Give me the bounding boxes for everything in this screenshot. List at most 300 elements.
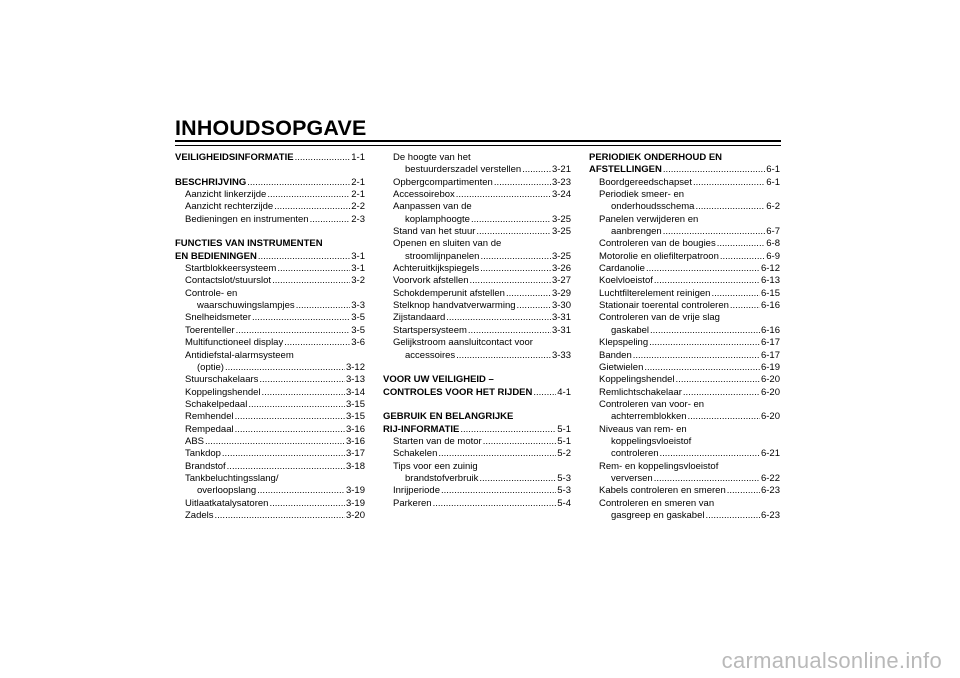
toc-entry-label: gasgreep en gaskabel xyxy=(611,509,705,521)
toc-entry-label: AFSTELLINGEN xyxy=(589,164,662,176)
toc-entry[interactable] xyxy=(589,337,780,349)
toc-entry[interactable] xyxy=(383,485,571,497)
toc-leader-dots xyxy=(646,263,760,275)
toc-page-number: 3-31 xyxy=(551,324,571,336)
toc-page-number: 5-1 xyxy=(557,423,571,435)
toc-entry-heading-line xyxy=(383,461,571,473)
toc-entry-label: Startblokkeersysteem xyxy=(185,263,277,275)
toc-entry[interactable] xyxy=(589,288,780,300)
toc-entry[interactable] xyxy=(175,362,365,374)
toc-entry-label: Remlichtschakelaar xyxy=(599,386,682,398)
toc-leader-dots xyxy=(506,288,551,300)
toc-entry-label: Stelknop handvatverwarming xyxy=(393,300,516,312)
toc-entry[interactable] xyxy=(383,473,571,485)
toc-entry[interactable] xyxy=(589,251,780,263)
toc-entry[interactable] xyxy=(589,448,780,460)
toc-entry[interactable] xyxy=(383,189,571,201)
toc-page-number: 3-1 xyxy=(351,263,365,275)
toc-entry-label: Cardanolie xyxy=(599,263,645,275)
toc-page-number: 5-4 xyxy=(557,497,571,509)
toc-entry-label: Niveaus van rem- en xyxy=(599,423,687,435)
toc-page-number: 3-31 xyxy=(551,312,571,324)
toc-page-number: 1-1 xyxy=(351,152,365,163)
toc-entry-heading-line xyxy=(589,399,780,411)
toc-page-number: 6-20 xyxy=(760,374,780,386)
toc-entry[interactable] xyxy=(175,189,365,201)
toc-entry-label: (optie) xyxy=(197,361,224,373)
toc-entry-label: CONTROLES VOOR HET RIJDEN xyxy=(383,386,533,398)
toc-page-number: 6-16 xyxy=(760,300,780,312)
toc-entry[interactable] xyxy=(175,325,365,337)
toc-entry-label: Aanzicht linkerzijde xyxy=(185,189,267,201)
toc-entry[interactable] xyxy=(589,325,780,337)
toc-entry-heading-line xyxy=(383,374,571,386)
toc-leader-dots xyxy=(296,300,351,312)
toc-page-number: 6-21 xyxy=(760,448,780,460)
toc-entry[interactable] xyxy=(589,201,780,213)
toc-entry-label: ABS xyxy=(185,435,205,447)
toc-leader-dots xyxy=(235,411,345,423)
toc-leader-dots xyxy=(225,362,345,374)
toc-entry-label: Motorolie en oliefilterpatroon xyxy=(599,250,719,262)
toc-page-number: 6-20 xyxy=(760,386,780,398)
toc-leader-dots xyxy=(310,214,351,226)
toc-entry[interactable] xyxy=(175,436,365,448)
toc-entry-label: Schakelpedaal xyxy=(185,398,248,410)
toc-leader-dots xyxy=(676,374,760,386)
toc-page-number: 2-1 xyxy=(351,189,365,201)
toc-entry-label: waarschuwingslampjes xyxy=(197,300,295,312)
toc-entry-label: Tankdop xyxy=(185,448,221,460)
toc-entry-label: Stuurschakelaars xyxy=(185,374,259,386)
toc-entry-label: brandstofverbruik xyxy=(405,472,479,484)
toc-leader-dots xyxy=(644,362,760,374)
toc-page-number: 6-8 xyxy=(766,238,780,250)
toc-entry-label: Opbergcompartimenten xyxy=(393,176,493,188)
toc-page-number: 3-18 xyxy=(345,460,365,472)
toc-entry[interactable] xyxy=(175,498,365,510)
toc-page-number: 3-17 xyxy=(345,448,365,460)
toc-page-number: 3-12 xyxy=(345,361,365,373)
toc-leader-dots xyxy=(222,448,345,460)
toc-page-number: 6-19 xyxy=(760,361,780,373)
toc-leader-dots xyxy=(248,399,345,411)
toc-leader-dots xyxy=(205,436,345,448)
toc-entry-heading-line xyxy=(175,350,365,362)
toc-entry[interactable] xyxy=(175,312,365,324)
toc-page-number: 5-3 xyxy=(557,472,571,484)
toc-leader-dots xyxy=(663,164,765,176)
toc-spacer xyxy=(175,226,365,238)
toc-entry-label: Controle- en xyxy=(185,287,238,299)
toc-leader-dots xyxy=(654,473,760,485)
toc-entry-label: stroomlijnpanelen xyxy=(405,250,480,262)
toc-entry-heading-line xyxy=(175,238,365,250)
toc-entry-label: Parkeren xyxy=(393,497,432,509)
toc-leader-dots xyxy=(688,411,760,423)
toc-entry-label: VEILIGHEIDSINFORMATIE xyxy=(175,152,294,163)
toc-page-number: 6-7 xyxy=(766,226,780,238)
toc-entry-heading-line xyxy=(589,312,780,324)
toc-page-number: 6-2 xyxy=(766,201,780,213)
toc-leader-dots xyxy=(717,238,766,250)
toc-entry[interactable] xyxy=(383,350,571,362)
toc-entry-label: Starten van de motor xyxy=(393,435,482,447)
toc-leader-dots xyxy=(236,325,351,337)
toc-page-number: 6-23 xyxy=(760,485,780,497)
toc-entry-label: verversen xyxy=(611,472,653,484)
toc-page-number: 2-1 xyxy=(351,176,365,188)
toc-entry-heading-line xyxy=(589,498,780,510)
toc-entry[interactable] xyxy=(589,374,780,386)
toc-entry-label: Startspersysteem xyxy=(393,324,467,336)
toc-column-2 xyxy=(383,152,571,510)
toc-entry-label: Brandstof xyxy=(185,460,226,472)
toc-entry-label: Schakelen xyxy=(393,448,438,460)
toc-entry-heading-line xyxy=(175,288,365,300)
toc-page-number: 2-3 xyxy=(351,213,365,225)
toc-page-number: 3-5 xyxy=(351,312,365,324)
toc-entry-label: Aanpassen van de xyxy=(393,201,472,213)
toc-entry-heading-line xyxy=(383,238,571,250)
toc-entry-label: koppelingsvloeistof xyxy=(611,435,692,447)
toc-entry-label: achterremblokken xyxy=(611,411,687,423)
toc-entry-label: Panelen verwijderen en xyxy=(599,213,699,225)
toc-entry-label: De hoogte van het xyxy=(393,152,471,163)
toc-entry-label: overloopslang xyxy=(197,485,257,497)
toc-page-number: 3-25 xyxy=(551,213,571,225)
toc-entry-heading-line xyxy=(383,201,571,213)
toc-entry[interactable] xyxy=(383,312,571,324)
toc-entry-label: Zadels xyxy=(185,509,214,521)
toc-leader-dots xyxy=(460,424,556,436)
toc-entry[interactable] xyxy=(589,350,780,362)
toc-page-number: 5-3 xyxy=(557,485,571,497)
toc-entry-label: Bedieningen en instrumenten xyxy=(185,213,309,225)
toc-entry[interactable] xyxy=(383,164,571,176)
toc-page-number: 3-5 xyxy=(351,324,365,336)
toc-page-number: 3-16 xyxy=(345,435,365,447)
toc-leader-dots xyxy=(480,251,551,263)
toc-entry-label: koplamphoogte xyxy=(405,213,470,225)
toc-entry-label: Remhendel xyxy=(185,411,234,423)
toc-entry[interactable] xyxy=(383,251,571,263)
toc-entry-label: aanbrengen xyxy=(611,226,662,238)
toc-entry[interactable] xyxy=(175,399,365,411)
toc-leader-dots xyxy=(295,152,351,164)
toc-leader-dots xyxy=(517,300,551,312)
toc-leader-dots xyxy=(693,177,765,189)
toc-entry-label: Controleren van de bougies xyxy=(599,238,716,250)
toc-leader-dots xyxy=(706,510,760,522)
toc-entry[interactable] xyxy=(175,177,365,189)
toc-page-number: 3-16 xyxy=(345,423,365,435)
toc-entry-label: accessoires xyxy=(405,349,456,361)
toc-entry[interactable] xyxy=(383,226,571,238)
toc-leader-dots xyxy=(483,436,557,448)
toc-entry[interactable] xyxy=(383,300,571,312)
toc-leader-dots xyxy=(257,485,345,497)
toc-entry-label: Tips voor een zuinig xyxy=(393,460,478,472)
toc-entry-label: PERIODIEK ONDERHOUD EN xyxy=(589,152,723,163)
toc-entry-heading-line xyxy=(175,473,365,485)
toc-page-number: 2-2 xyxy=(351,201,365,213)
toc-entry-label: Voorvork afstellen xyxy=(393,275,469,287)
toc-leader-dots xyxy=(438,448,556,460)
toc-page-number: 6-15 xyxy=(760,287,780,299)
toc-entry[interactable] xyxy=(175,251,365,263)
toc-page-number: 4-1 xyxy=(557,386,571,398)
toc-entry-label: GEBRUIK EN BELANGRIJKE xyxy=(383,411,514,423)
toc-entry-heading-line xyxy=(383,152,571,164)
watermark-text: carmanualsonline.info xyxy=(721,648,942,673)
toc-entry-label: Zijstandaard xyxy=(393,312,446,324)
toc-leader-dots xyxy=(456,350,551,362)
toc-entry[interactable] xyxy=(175,461,365,473)
toc-entry[interactable] xyxy=(383,177,571,189)
toc-page-number: 3-33 xyxy=(551,349,571,361)
toc-entry[interactable] xyxy=(589,238,780,250)
toc-page-number: 3-19 xyxy=(345,497,365,509)
toc-entry[interactable] xyxy=(589,300,780,312)
toc-entry[interactable] xyxy=(175,485,365,497)
toc-entry-label: Inrijperiode xyxy=(393,485,440,497)
toc-leader-dots xyxy=(494,177,551,189)
toc-leader-dots xyxy=(272,275,350,287)
toc-entry-label: EN BEDIENINGEN xyxy=(175,250,257,262)
toc-entry-label: Aanzicht rechterzijde xyxy=(185,201,274,213)
toc-page-number: 5-2 xyxy=(557,448,571,460)
toc-leader-dots xyxy=(730,300,760,312)
toc-entry-label: Achteruitkijkspiegels xyxy=(393,263,480,275)
toc-entry-label: Koelvloeistof xyxy=(599,275,653,287)
toc-entry-label: Koppelingshendel xyxy=(185,386,261,398)
toc-entry-label: Accessoirebox xyxy=(393,189,455,201)
toc-page-number: 6-17 xyxy=(760,337,780,349)
toc-page-number: 3-20 xyxy=(345,509,365,521)
toc-page-number: 6-23 xyxy=(760,509,780,521)
toc-page-number: 6-17 xyxy=(760,349,780,361)
toc-entry-label: Multifunctioneel display xyxy=(185,337,284,349)
toc-entry[interactable] xyxy=(383,448,571,460)
toc-leader-dots xyxy=(259,374,345,386)
toc-leader-dots xyxy=(284,337,350,349)
toc-leader-dots xyxy=(650,325,760,337)
toc-entry-label: Stationair toerental controleren xyxy=(599,300,729,312)
toc-leader-dots xyxy=(663,226,766,238)
toc-entry[interactable] xyxy=(175,300,365,312)
toc-entry[interactable] xyxy=(175,214,365,226)
toc-spacer xyxy=(383,362,571,374)
toc-page-number: 6-16 xyxy=(760,324,780,336)
toc-leader-dots xyxy=(720,251,765,263)
toc-leader-dots xyxy=(633,350,760,362)
toc-entry[interactable] xyxy=(589,485,780,497)
toc-page-number: 3-19 xyxy=(345,485,365,497)
toc-leader-dots xyxy=(660,448,760,460)
toc-entry[interactable] xyxy=(175,337,365,349)
toc-entry-heading-line xyxy=(589,461,780,473)
toc-entry[interactable] xyxy=(175,263,365,275)
toc-entry-label: BESCHRIJVING xyxy=(175,176,247,188)
toc-entry[interactable] xyxy=(589,411,780,423)
toc-entry-label: Openen en sluiten van de xyxy=(393,238,502,250)
toc-entry[interactable] xyxy=(175,424,365,436)
toc-entry[interactable] xyxy=(589,164,780,176)
toc-entry-label: Rempedaal xyxy=(185,423,234,435)
toc-page-number: 3-26 xyxy=(551,263,571,275)
toc-entry[interactable] xyxy=(175,510,365,522)
toc-leader-dots xyxy=(227,461,345,473)
toc-entry-label: Contactslot/stuurslot xyxy=(185,275,272,287)
toc-entry[interactable] xyxy=(383,263,571,275)
toc-leader-dots xyxy=(269,498,345,510)
toc-page-number: 3-29 xyxy=(551,287,571,299)
toc-page-number: 6-9 xyxy=(766,250,780,262)
toc-leader-dots xyxy=(441,485,556,497)
toc-entry[interactable] xyxy=(175,201,365,213)
toc-leader-dots xyxy=(262,387,345,399)
toc-entry[interactable] xyxy=(175,448,365,460)
toc-entry-heading-line xyxy=(589,214,780,226)
toc-entry-heading-line xyxy=(589,424,780,436)
toc-page-number: 3-25 xyxy=(551,226,571,238)
toc-entry[interactable] xyxy=(383,325,571,337)
toc-entry[interactable] xyxy=(589,226,780,238)
toc-leader-dots xyxy=(711,288,760,300)
toc-entry-heading-line xyxy=(589,189,780,201)
toc-leader-dots xyxy=(247,177,350,189)
toc-entry[interactable] xyxy=(175,275,365,287)
toc-entry[interactable] xyxy=(175,387,365,399)
toc-leader-dots xyxy=(235,424,345,436)
toc-leader-dots xyxy=(215,510,345,522)
toc-entry-label: Kabels controleren en smeren xyxy=(599,485,726,497)
toc-entry-heading-line xyxy=(383,411,571,423)
toc-entry[interactable] xyxy=(589,510,780,522)
toc-spacer xyxy=(383,399,571,411)
toc-entry-label: Klepspeling xyxy=(599,337,649,349)
toc-page-number: 6-22 xyxy=(760,472,780,484)
toc-entry[interactable] xyxy=(383,275,571,287)
toc-leader-dots xyxy=(456,189,551,201)
toc-leader-dots xyxy=(252,312,350,324)
toc-leader-dots xyxy=(533,387,556,399)
toc-entry-label: Stand van het stuur xyxy=(393,226,476,238)
toc-leader-dots xyxy=(649,337,760,349)
toc-entry[interactable] xyxy=(589,275,780,287)
toc-entry-label: Koppelingshendel xyxy=(599,374,675,386)
toc-entry-label: Toerenteller xyxy=(185,324,235,336)
toc-entry-label: Controleren van voor- en xyxy=(599,398,705,410)
toc-entry-label: Periodiek smeer- en xyxy=(599,189,685,201)
page-title: INHOUDSOPGAVE xyxy=(175,117,367,140)
toc-page-number: 3-15 xyxy=(345,411,365,423)
toc-entry-label: Boordgereedschapset xyxy=(599,176,692,188)
toc-entry-label: Uitlaatkatalysatoren xyxy=(185,497,269,509)
toc-page-number: 3-30 xyxy=(551,300,571,312)
toc-entry[interactable] xyxy=(589,263,780,275)
toc-page-number: 3-27 xyxy=(551,275,571,287)
toc-entry[interactable] xyxy=(589,473,780,485)
toc-leader-dots xyxy=(654,275,760,287)
toc-entry-label: Controleren van de vrije slag xyxy=(599,312,720,324)
toc-entry[interactable] xyxy=(383,436,571,448)
toc-entry[interactable] xyxy=(383,387,571,399)
toc-entry-label: bestuurderszadel verstellen xyxy=(405,164,522,176)
toc-page-number: 3-6 xyxy=(351,337,365,349)
toc-entry-label: Tankbeluchtingsslang/ xyxy=(185,472,279,484)
title-rule-thin xyxy=(175,145,781,146)
toc-entry-label: onderhoudsschema xyxy=(611,201,695,213)
toc-entry[interactable] xyxy=(175,152,365,164)
toc-entry-label: Antidiefstal-alarmsysteem xyxy=(185,349,294,361)
toc-entry-label: Gietwielen xyxy=(599,361,644,373)
toc-entry[interactable] xyxy=(589,387,780,399)
toc-entry[interactable] xyxy=(589,362,780,374)
toc-page-number: 3-23 xyxy=(551,176,571,188)
title-rule-thick xyxy=(175,140,781,142)
toc-page-number: 6-20 xyxy=(760,411,780,423)
toc-entry[interactable] xyxy=(383,498,571,510)
toc-page-number: 6-13 xyxy=(760,275,780,287)
toc-entry-label: Banden xyxy=(599,349,632,361)
toc-leader-dots xyxy=(683,387,760,399)
toc-page-number: 3-2 xyxy=(351,275,365,287)
toc-leader-dots xyxy=(274,201,350,213)
toc-page-number: 5-1 xyxy=(557,435,571,447)
toc-entry-label: Snelheidsmeter xyxy=(185,312,252,324)
toc-page-number: 6-12 xyxy=(760,263,780,275)
toc-page-number: 3-21 xyxy=(551,164,571,176)
toc-entry-label: VOOR UW VEILIGHEID – xyxy=(383,374,494,386)
toc-page-number: 3-24 xyxy=(551,189,571,201)
toc-column-1 xyxy=(175,152,365,522)
toc-page-number: 3-1 xyxy=(351,250,365,262)
toc-entry[interactable] xyxy=(383,424,571,436)
toc-entry[interactable] xyxy=(175,374,365,386)
toc-entry-heading-line xyxy=(589,152,780,164)
toc-leader-dots xyxy=(727,485,760,497)
toc-leader-dots xyxy=(695,201,765,213)
toc-page-number: 3-25 xyxy=(551,250,571,262)
toc-leader-dots xyxy=(433,498,557,510)
toc-entry-label: Rem- en koppelingsvloeistof xyxy=(599,460,719,472)
toc-entry-label: gaskabel xyxy=(611,324,650,336)
toc-leader-dots xyxy=(479,473,556,485)
toc-leader-dots xyxy=(471,214,551,226)
toc-entry-label: Controleren en smeren van xyxy=(599,497,715,509)
toc-page-number: 3-15 xyxy=(345,398,365,410)
toc-entry-label: Gelijkstroom aansluitcontact voor xyxy=(393,337,533,349)
toc-leader-dots xyxy=(446,312,551,324)
toc-entry-label: FUNCTIES VAN INSTRUMENTEN xyxy=(175,238,323,250)
toc-entry[interactable] xyxy=(383,214,571,226)
toc-entry-label: Luchtfilterelement reinigen xyxy=(599,287,711,299)
toc-entry-label: Schokdemperunit afstellen xyxy=(393,287,505,299)
toc-leader-dots xyxy=(476,226,551,238)
toc-column-3 xyxy=(589,152,780,522)
toc-leader-dots xyxy=(480,263,551,275)
toc-entry-heading-line xyxy=(383,337,571,349)
toc-page-number: 3-3 xyxy=(351,300,365,312)
toc-leader-dots xyxy=(522,164,551,176)
toc-entry[interactable] xyxy=(589,177,780,189)
toc-entry[interactable] xyxy=(175,411,365,423)
toc-page-number: 6-1 xyxy=(766,176,780,188)
toc-leader-dots xyxy=(258,251,350,263)
toc-entry[interactable] xyxy=(383,288,571,300)
